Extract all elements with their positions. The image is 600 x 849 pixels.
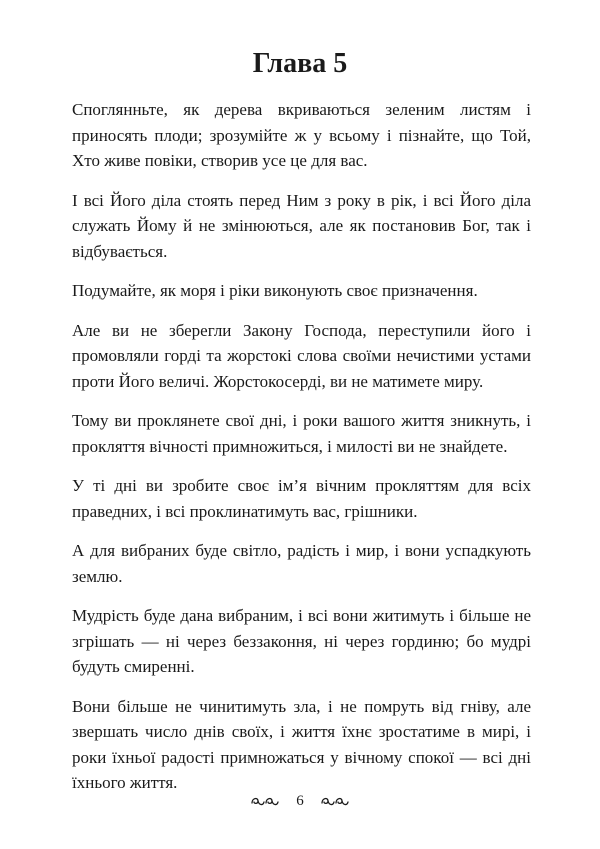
page-footer [0, 788, 600, 814]
paragraph-4: Але ви не зберегли Закону Господа, переступили його і промовляли горді та жорстокі слова своїми нечистими устами проти Його величі. Жорстокосерді, ви не матимете миру. [72, 320, 531, 391]
paragraph-2: І всі Його діла стоять перед Ним з року в рік, і всі Його діла служать Йому й не змінюються, але як постановив Бог, так і відбувається. [72, 190, 531, 261]
paragraph-7: А для вибраних буде світло, радість і мир, і вони успадкують землю. [72, 541, 531, 586]
paragraph-6: У ті дні ви зробите своє ім’я вічним прокляттям для всіх праведних, і всі проклинатимуть вас, грішники. [72, 476, 531, 521]
paragraph-8: Мудрість буде дана вибраним, і всі вони житимуть і більше не згрішать — ні через беззаконня, ні через гординю; бо мудрі будуть смиренні. [72, 606, 531, 676]
chapter-title: Глава 5 [252, 48, 348, 79]
paragraph-9: Вони більше не чинитимуть зла, і не помруть від гніву, але звершать число днів своїх, і життя їхнє зростатиме в мирі, і роки їхньої радості примножаться у вічному спокої — всі дні їхнього життя. [72, 696, 531, 792]
paragraph-3: Подумайте, як моря і ріки виконують своє призначення. [72, 281, 478, 300]
fleuron-left-icon [250, 794, 280, 808]
paragraph-1: Споглянньте, як дерева вкриваються зеленим листям і приносять плоди; зрозумійте ж у всьому і пізнайте, що Той, Хто живе повіки, створив усе це для вас. [72, 100, 531, 170]
paragraph-5: Тому ви проклянете свої дні, і роки вашого життя зникнуть, і прокляття вічності примножиться, і милості ви не знайдете. [72, 411, 531, 456]
chapter-body [72, 97, 531, 810]
page-number: 6 [296, 792, 304, 809]
fleuron-right-icon [320, 794, 350, 808]
